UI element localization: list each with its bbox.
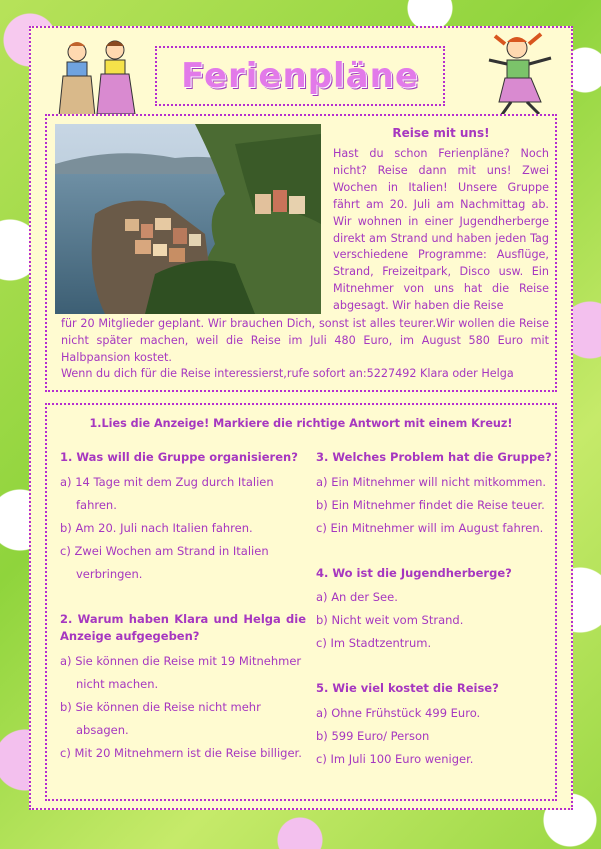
answer-option[interactable]: b) Sie können die Reise nicht mehr absagen. — [60, 699, 261, 737]
question-title: 3. Welches Problem hat die Gruppe? — [316, 450, 552, 464]
question-title: 1. Was will die Gruppe organisieren? — [60, 450, 298, 464]
question-title: 4. Wo ist die Jugendherberge? — [316, 565, 512, 580]
answer-option[interactable]: c) Im Stadtzentrum. — [316, 636, 432, 650]
cinque-terre-photo — [55, 124, 321, 314]
questions-right-column — [316, 449, 562, 771]
answer-option[interactable]: c) Ein Mitnehmer will im August fahren. — [316, 520, 544, 535]
ad-contact: Wenn du dich für die Reise interessierst,rufe sofort an:5227492 Klara oder Helga — [61, 367, 514, 380]
ad-text-column: Hast du schon Ferienpläne? Noch nicht? Reise dann mit uns! Zwei Wochen in Italien! Unsere Gruppe fährt am 20. Juli am Nachmittag ab. Wir wohnen in einer Jugendherberge direkt am Strand und haben jeden Tag verschiedene Programme: Ausflüge, Strand, Freizeitpark, Disco usw. Ein Mitnehmer von uns hat die Reise abgesagt. Wir haben die Reise — [333, 147, 549, 313]
page-title: Ferienpläne — [181, 56, 419, 96]
question-block — [316, 449, 562, 540]
exercise-title: 1.Lies die Anzeige! Markiere die richtige Antwort mit einem Kreuz! — [89, 417, 513, 430]
question-block — [316, 565, 562, 656]
kids-sack-race-illustration — [51, 36, 143, 124]
answer-option[interactable]: c) Mit 20 Mitnehmern ist die Reise billiger. — [60, 745, 302, 760]
question-title: 5. Wie viel kostet die Reise? — [316, 681, 499, 695]
answer-option[interactable]: b) Ein Mitnehmer findet die Reise teuer. — [316, 497, 545, 512]
questions-left-column — [60, 449, 306, 765]
ad-text-full: für 20 Mitglieder geplant. Wir brauchen Dich, sonst ist alles teurer.Wir wollen die Reise nicht später machen, weil die Reise im Juli 480 Euro, im August 580 Euro mit Halbpansion kostet. — [61, 317, 549, 364]
answer-option[interactable]: a) An der See. — [316, 590, 398, 604]
girl-jumping-illustration — [471, 30, 567, 120]
answer-option[interactable]: c) Zwei Wochen am Strand in Italien verbringen. — [60, 543, 269, 581]
ad-heading: Reise mit uns! — [392, 126, 490, 140]
exercise-box — [45, 403, 557, 801]
worksheet-page — [29, 26, 573, 810]
answer-option[interactable]: a) Ein Mitnehmer will nicht mitkommen. — [316, 474, 547, 489]
question-block — [316, 680, 562, 771]
answer-option[interactable]: b) 599 Euro/ Person — [316, 728, 430, 743]
answer-option[interactable]: a) Sie können die Reise mit 19 Mitnehmer nicht machen. — [60, 653, 302, 691]
answer-option[interactable]: b) Nicht weit vom Strand. — [316, 613, 464, 627]
answer-option[interactable]: b) Am 20. Juli nach Italien fahren. — [60, 520, 253, 535]
answer-option[interactable]: a) Ohne Frühstück 499 Euro. — [316, 705, 481, 720]
question-block — [60, 449, 306, 586]
advertisement-box — [45, 114, 557, 392]
question-block — [60, 611, 306, 765]
title-frame — [155, 46, 445, 106]
answer-option[interactable]: c) Im Juli 100 Euro weniger. — [316, 751, 474, 766]
answer-option[interactable]: a) 14 Tage mit dem Zug durch Italien fahren. — [60, 474, 274, 512]
question-title: 2. Warum haben Klara und Helga die Anzeige aufgegeben? — [60, 611, 306, 643]
